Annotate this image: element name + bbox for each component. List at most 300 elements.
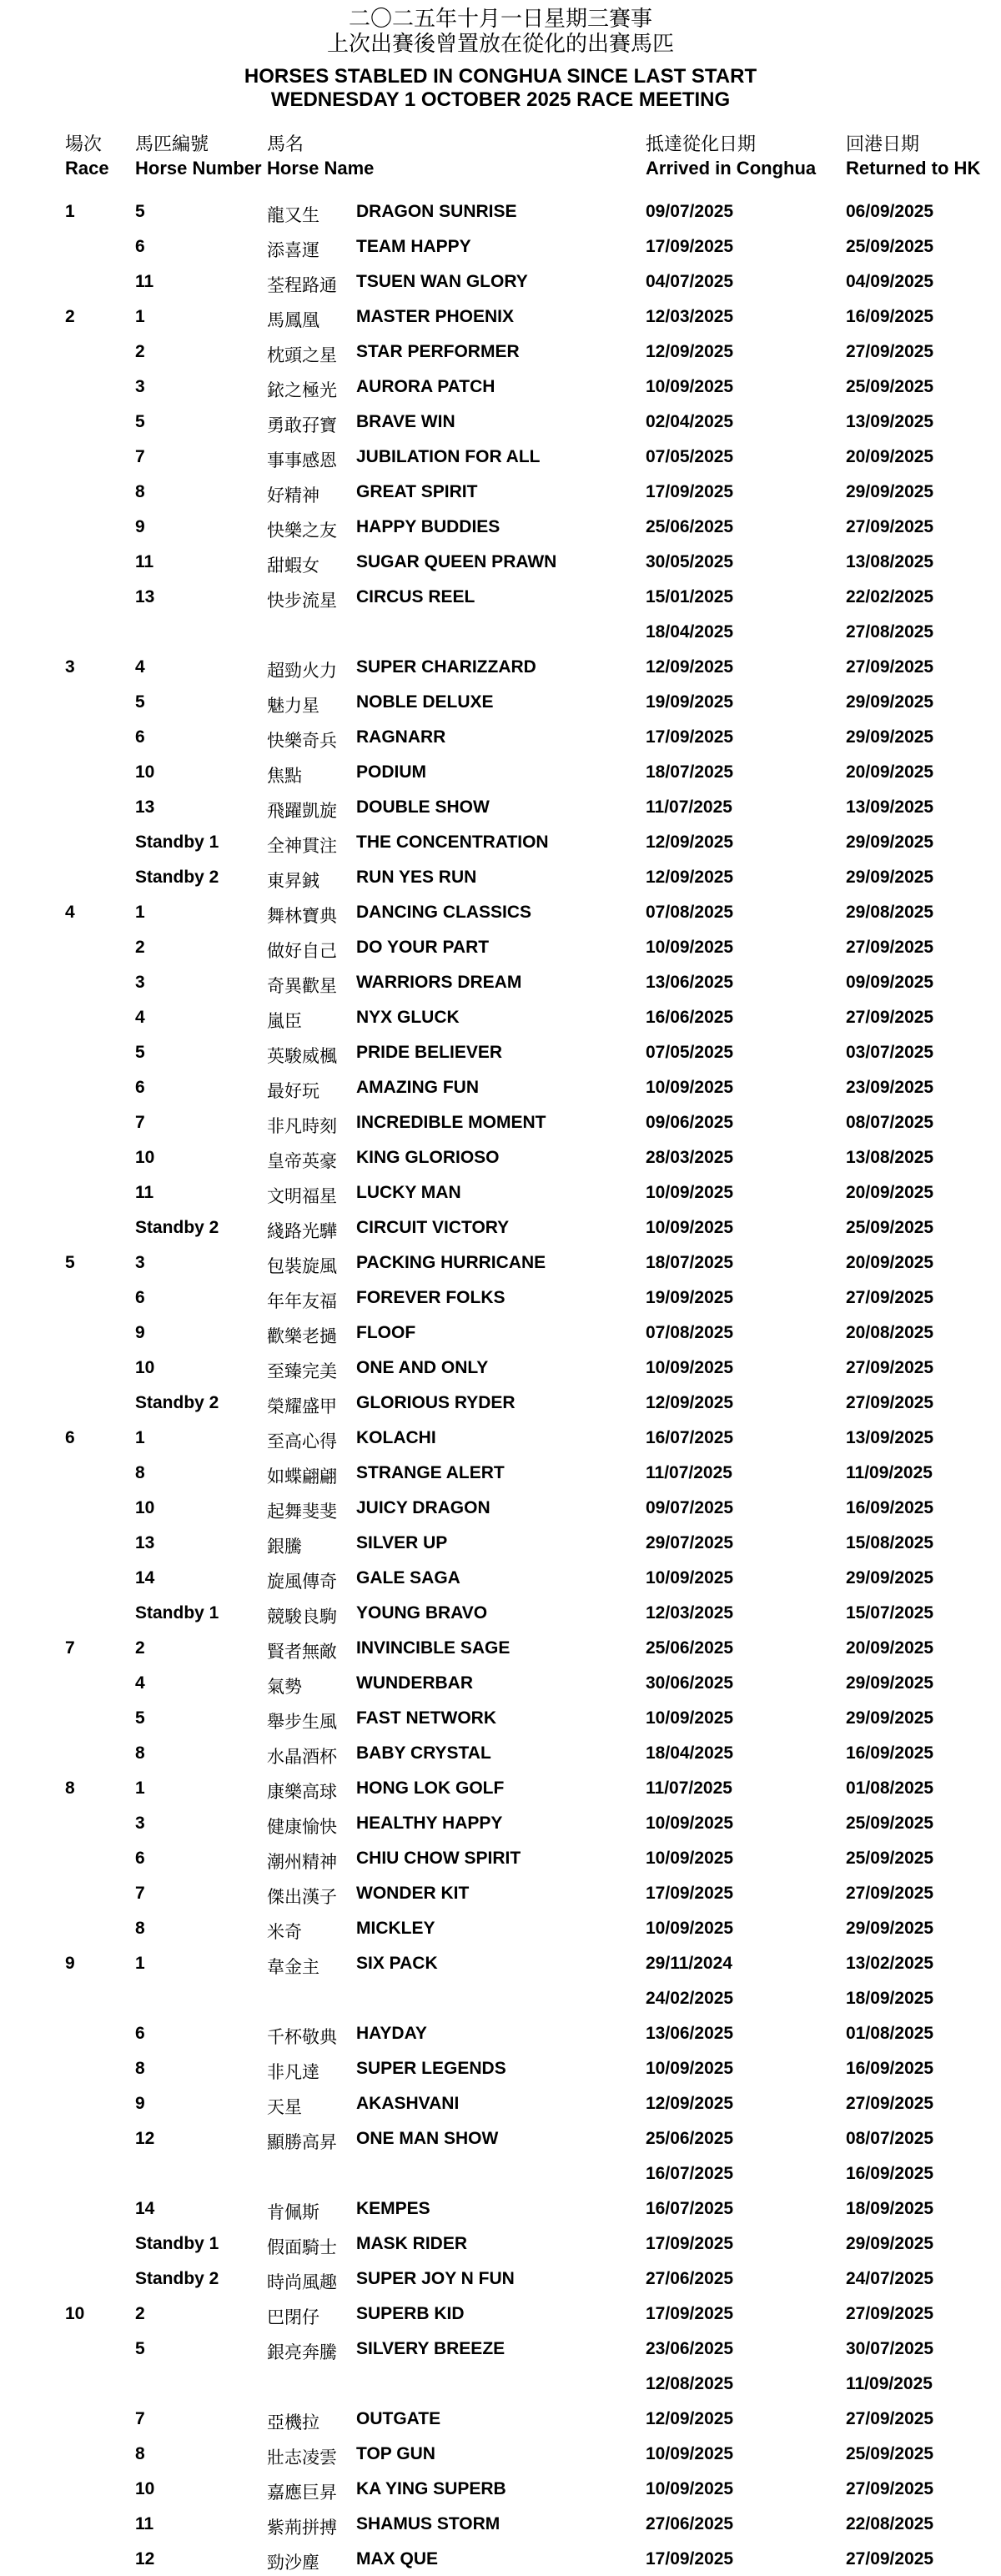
returned-date-cell: 15/08/2025 xyxy=(846,1533,934,1552)
column-header-horse-number-en: Horse Number xyxy=(135,158,262,179)
arrived-date-cell: 10/09/2025 xyxy=(646,1919,734,1938)
horse-number-cell: 1 xyxy=(135,1779,145,1798)
horse-number-cell: 8 xyxy=(135,1463,145,1482)
horse-name-en-cell: AKASHVANI xyxy=(356,2094,460,2113)
arrived-date-cell: 25/06/2025 xyxy=(646,1638,734,1658)
race-cell: 1 xyxy=(65,202,75,221)
returned-date-cell: 06/09/2025 xyxy=(846,202,934,221)
horse-name-en-cell: MASK RIDER xyxy=(356,2234,468,2253)
horse-number-cell: 12 xyxy=(135,2549,155,2568)
horse-name-zh-cell: 天星 xyxy=(267,2097,302,2117)
table-row xyxy=(0,229,1001,264)
horse-number-cell: 7 xyxy=(135,2409,145,2428)
returned-date-cell: 27/08/2025 xyxy=(846,622,934,641)
returned-date-cell: 11/09/2025 xyxy=(846,1463,933,1482)
horse-name-zh-cell: 千杯敬典 xyxy=(267,2027,337,2047)
horse-number-cell: 10 xyxy=(135,2479,155,2498)
returned-date-cell: 16/09/2025 xyxy=(846,307,934,326)
horse-number-cell: 11 xyxy=(135,2514,154,2533)
arrived-date-cell: 17/09/2025 xyxy=(646,237,734,256)
horse-name-en-cell: STRANGE ALERT xyxy=(356,1463,505,1482)
horse-name-en-cell: HAPPY BUDDIES xyxy=(356,517,500,536)
column-header-returned-en: Returned to HK xyxy=(846,158,981,179)
horse-name-en-cell: SHAMUS STORM xyxy=(356,2514,500,2533)
horse-number-cell: 8 xyxy=(135,482,145,501)
horse-number-cell: 6 xyxy=(135,1078,145,1097)
arrived-date-cell: 23/06/2025 xyxy=(646,2339,734,2358)
returned-date-cell: 25/09/2025 xyxy=(846,377,934,396)
returned-date-cell: 18/09/2025 xyxy=(846,2199,934,2218)
horse-name-zh-cell: 銥之極光 xyxy=(267,380,337,400)
returned-date-cell: 13/09/2025 xyxy=(846,412,934,431)
horse-number-cell: 2 xyxy=(135,342,145,361)
table-row xyxy=(0,719,1001,754)
arrived-date-cell: 18/07/2025 xyxy=(646,762,734,782)
horse-name-zh-cell: 假面騎士 xyxy=(267,2237,337,2257)
horse-name-en-cell: ONE MAN SHOW xyxy=(356,2129,499,2148)
horse-number-cell: 6 xyxy=(135,1288,145,1307)
column-header-horse-number-zh: 馬匹編號 xyxy=(135,134,209,155)
horse-number-cell: 1 xyxy=(135,307,145,326)
arrived-date-cell: 10/09/2025 xyxy=(646,1814,734,1833)
horse-name-en-cell: WONDER KIT xyxy=(356,1884,470,1903)
horse-name-zh-cell: 超勁火力 xyxy=(267,661,337,681)
table-row xyxy=(0,2296,1001,2331)
arrived-date-cell: 10/09/2025 xyxy=(646,1218,734,1237)
returned-date-cell: 20/09/2025 xyxy=(846,762,934,782)
table-row xyxy=(0,684,1001,719)
arrived-date-cell: 04/07/2025 xyxy=(646,272,734,291)
table-row xyxy=(0,1034,1001,1069)
arrived-date-cell: 12/09/2025 xyxy=(646,657,734,677)
returned-date-cell: 30/07/2025 xyxy=(846,2339,934,2358)
returned-date-cell: 27/09/2025 xyxy=(846,517,934,536)
horse-name-en-cell: NOBLE DELUXE xyxy=(356,692,494,712)
horse-name-zh-cell: 最好玩 xyxy=(267,1081,319,1101)
returned-date-cell: 20/08/2025 xyxy=(846,1323,934,1342)
table-row xyxy=(0,2050,1001,2085)
horse-number-cell: 12 xyxy=(135,2129,155,2148)
horse-number-cell: 1 xyxy=(135,903,145,922)
table-row xyxy=(0,1104,1001,1140)
horse-number-cell: 8 xyxy=(135,2444,145,2463)
arrived-date-cell: 27/06/2025 xyxy=(646,2514,734,2533)
race-cell: 3 xyxy=(65,657,75,677)
arrived-date-cell: 02/04/2025 xyxy=(646,412,734,431)
horse-name-en-cell: FOREVER FOLKS xyxy=(356,1288,506,1307)
horse-name-zh-cell: 勁沙塵 xyxy=(267,2553,319,2573)
table-row xyxy=(0,1490,1001,1525)
horse-name-en-cell: STAR PERFORMER xyxy=(356,342,520,361)
horse-table-body xyxy=(0,194,1001,2576)
table-row xyxy=(0,299,1001,334)
horse-number-cell: 5 xyxy=(135,2339,145,2358)
arrived-date-cell: 17/09/2025 xyxy=(646,2234,734,2253)
horse-name-en-cell: SUPERB KID xyxy=(356,2304,465,2323)
horse-name-zh-cell: 賢者無敵 xyxy=(267,1642,337,1662)
horse-name-en-cell: HONG LOK GOLF xyxy=(356,1779,505,1798)
arrived-date-cell: 28/03/2025 xyxy=(646,1148,734,1167)
horse-number-cell: 1 xyxy=(135,1428,145,1447)
arrived-date-cell: 11/07/2025 xyxy=(646,797,732,817)
horse-number-cell: 5 xyxy=(135,202,145,221)
horse-name-en-cell: KING GLORIOSO xyxy=(356,1148,500,1167)
returned-date-cell: 27/09/2025 xyxy=(846,1288,934,1307)
table-row xyxy=(0,2401,1001,2436)
horse-name-zh-cell: 潮州精神 xyxy=(267,1852,337,1872)
horse-name-en-cell: MAX QUE xyxy=(356,2549,439,2568)
horse-name-en-cell: TSUEN WAN GLORY xyxy=(356,272,528,291)
returned-date-cell: 29/09/2025 xyxy=(846,1568,934,1587)
returned-date-cell: 22/02/2025 xyxy=(846,587,934,606)
column-header-returned-zh: 回港日期 xyxy=(846,134,920,155)
horse-name-en-cell: AMAZING FUN xyxy=(356,1078,479,1097)
arrived-date-cell: 09/06/2025 xyxy=(646,1113,734,1132)
table-row xyxy=(0,824,1001,859)
returned-date-cell: 29/09/2025 xyxy=(846,868,934,887)
table-row xyxy=(0,859,1001,894)
arrived-date-cell: 18/04/2025 xyxy=(646,622,734,641)
horse-name-en-cell: JUBILATION FOR ALL xyxy=(356,447,541,466)
horse-name-en-cell: SILVER UP xyxy=(356,1533,448,1552)
returned-date-cell: 27/09/2025 xyxy=(846,1884,934,1903)
horse-name-zh-cell: 甜蝦女 xyxy=(267,556,319,576)
horse-number-cell: 6 xyxy=(135,2024,145,2043)
horse-name-zh-cell: 旋風傳奇 xyxy=(267,1572,337,1592)
table-row xyxy=(0,509,1001,544)
arrived-date-cell: 10/09/2025 xyxy=(646,1568,734,1587)
column-header-returned xyxy=(846,133,980,180)
horse-name-zh-cell: 皇帝英豪 xyxy=(267,1151,337,1171)
returned-date-cell: 29/09/2025 xyxy=(846,833,934,852)
arrived-date-cell: 10/09/2025 xyxy=(646,938,734,957)
returned-date-cell: 08/07/2025 xyxy=(846,1113,934,1132)
horse-name-zh-cell: 事事感恩 xyxy=(267,450,337,470)
horse-number-cell: 2 xyxy=(135,1638,145,1658)
table-row xyxy=(0,474,1001,509)
arrived-date-cell: 24/02/2025 xyxy=(646,1989,734,2008)
horse-name-en-cell: INVINCIBLE SAGE xyxy=(356,1638,511,1658)
arrived-date-cell: 12/09/2025 xyxy=(646,342,734,361)
horse-number-cell: 8 xyxy=(135,1919,145,1938)
arrived-date-cell: 09/07/2025 xyxy=(646,1498,734,1517)
horse-name-en-cell: BABY CRYSTAL xyxy=(356,1743,491,1763)
horse-name-en-cell: PRIDE BELIEVER xyxy=(356,1043,503,1062)
returned-date-cell: 15/07/2025 xyxy=(846,1603,934,1623)
returned-date-cell: 27/09/2025 xyxy=(846,2304,934,2323)
horse-number-cell: 14 xyxy=(135,1568,155,1587)
race-cell: 4 xyxy=(65,903,75,922)
returned-date-cell: 27/09/2025 xyxy=(846,2479,934,2498)
table-row xyxy=(0,1665,1001,1700)
arrived-date-cell: 07/05/2025 xyxy=(646,1043,734,1062)
returned-date-cell: 27/09/2025 xyxy=(846,2094,934,2113)
horse-name-zh-cell: 歡樂老撾 xyxy=(267,1326,337,1346)
horse-name-en-cell: KOLACHI xyxy=(356,1428,436,1447)
horse-number-cell: 2 xyxy=(135,2304,145,2323)
horse-name-zh-cell: 馬鳳凰 xyxy=(267,310,319,330)
horse-number-cell: 7 xyxy=(135,1113,145,1132)
horse-name-zh-cell: 焦點 xyxy=(267,766,302,786)
table-row xyxy=(0,1280,1001,1315)
returned-date-cell: 16/09/2025 xyxy=(846,1743,934,1763)
arrived-date-cell: 12/03/2025 xyxy=(646,1603,734,1623)
arrived-date-cell: 13/06/2025 xyxy=(646,2024,734,2043)
horse-name-en-cell: PACKING HURRICANE xyxy=(356,1253,546,1272)
horse-number-cell: 14 xyxy=(135,2199,155,2218)
column-header-race-en: Race xyxy=(65,158,109,179)
horse-number-cell: 2 xyxy=(135,938,145,957)
horse-name-en-cell: DO YOUR PART xyxy=(356,938,490,957)
arrived-date-cell: 19/09/2025 xyxy=(646,1288,734,1307)
returned-date-cell: 29/09/2025 xyxy=(846,1673,934,1693)
table-row xyxy=(0,544,1001,579)
horse-name-en-cell: RAGNARR xyxy=(356,727,446,747)
horse-name-zh-cell: 添喜運 xyxy=(267,240,319,260)
horse-name-zh-cell: 飛躍凱旋 xyxy=(267,801,337,821)
horse-number-cell: 1 xyxy=(135,1954,145,1973)
title-english-line-2: WEDNESDAY 1 OCTOBER 2025 RACE MEETING xyxy=(270,88,731,111)
table-row xyxy=(0,1455,1001,1490)
horse-name-zh-cell: 枕頭之星 xyxy=(267,345,337,365)
horse-name-zh-cell: 傑出漢子 xyxy=(267,1887,337,1907)
arrived-date-cell: 29/07/2025 xyxy=(646,1533,734,1552)
arrived-date-cell: 09/07/2025 xyxy=(646,202,734,221)
horse-name-en-cell: KA YING SUPERB xyxy=(356,2479,506,2498)
table-row xyxy=(0,369,1001,404)
table-row xyxy=(0,2471,1001,2506)
arrived-date-cell: 07/05/2025 xyxy=(646,447,734,466)
column-header-horse-number xyxy=(135,133,262,180)
arrived-date-cell: 12/09/2025 xyxy=(646,1393,734,1412)
horse-number-cell: 8 xyxy=(135,2059,145,2078)
table-row xyxy=(0,1210,1001,1245)
race-cell: 5 xyxy=(65,1253,75,1272)
table-row xyxy=(0,194,1001,229)
horse-number-cell: 9 xyxy=(135,2094,145,2113)
horse-number-cell: 5 xyxy=(135,692,145,712)
returned-date-cell: 13/02/2025 xyxy=(846,1954,934,1973)
arrived-date-cell: 10/09/2025 xyxy=(646,377,734,396)
returned-date-cell: 20/09/2025 xyxy=(846,1253,934,1272)
table-row xyxy=(0,2331,1001,2366)
document-title-block xyxy=(0,7,1001,112)
horse-name-zh-cell: 健康愉快 xyxy=(267,1817,337,1837)
horse-name-en-cell: FAST NETWORK xyxy=(356,1708,496,1728)
horse-name-en-cell: SUPER LEGENDS xyxy=(356,2059,506,2078)
horse-number-cell: 13 xyxy=(135,1533,155,1552)
horse-name-zh-cell: 銀亮奔騰 xyxy=(267,2342,337,2362)
horse-name-en-cell: GLORIOUS RYDER xyxy=(356,1393,516,1412)
horse-name-en-cell: LUCKY MAN xyxy=(356,1183,461,1202)
horse-name-zh-cell: 起舞斐斐 xyxy=(267,1502,337,1522)
table-row xyxy=(0,2226,1001,2261)
horse-number-cell: Standby 2 xyxy=(135,1218,219,1237)
horse-name-zh-cell: 快樂奇兵 xyxy=(267,731,337,751)
arrived-date-cell: 17/09/2025 xyxy=(646,482,734,501)
column-header-race xyxy=(65,133,109,180)
horse-number-cell: 9 xyxy=(135,1323,145,1342)
arrived-date-cell: 12/03/2025 xyxy=(646,307,734,326)
table-row xyxy=(0,1245,1001,1280)
horse-name-en-cell: DRAGON SUNRISE xyxy=(356,202,517,221)
horse-name-zh-cell: 全神貫注 xyxy=(267,836,337,856)
horse-name-zh-cell: 如蝶翩翩 xyxy=(267,1467,337,1487)
table-row xyxy=(0,2541,1001,2576)
horse-number-cell: Standby 2 xyxy=(135,868,219,887)
horse-name-zh-cell: 勇敢孖寶 xyxy=(267,415,337,435)
table-row xyxy=(0,964,1001,999)
horse-number-cell: 4 xyxy=(135,1673,145,1693)
table-row xyxy=(0,999,1001,1034)
horse-number-cell: Standby 1 xyxy=(135,1603,219,1623)
column-header-arrived-en: Arrived in Conghua xyxy=(646,158,817,179)
arrived-date-cell: 15/01/2025 xyxy=(646,587,734,606)
horse-name-zh-cell: 氣勢 xyxy=(267,1677,302,1697)
arrived-date-cell: 16/06/2025 xyxy=(646,1008,734,1027)
horse-name-en-cell: FLOOF xyxy=(356,1323,416,1342)
arrived-date-cell: 12/09/2025 xyxy=(646,2409,734,2428)
returned-date-cell: 29/09/2025 xyxy=(846,1919,934,1938)
horse-name-en-cell: DOUBLE SHOW xyxy=(356,797,490,817)
horse-name-en-cell: CIRCUIT VICTORY xyxy=(356,1218,510,1237)
race-cell: 10 xyxy=(65,2304,85,2323)
horse-name-zh-cell: 荃程路通 xyxy=(267,275,337,295)
horse-name-en-cell: AURORA PATCH xyxy=(356,377,495,396)
horse-name-zh-cell: 韋金主 xyxy=(267,1957,319,1977)
table-row xyxy=(0,439,1001,474)
returned-date-cell: 16/09/2025 xyxy=(846,1498,934,1517)
table-row xyxy=(0,1980,1001,2015)
horse-name-zh-cell: 舉步生風 xyxy=(267,1712,337,1732)
table-row xyxy=(0,2436,1001,2471)
column-header-horse-name-zh: 馬名 xyxy=(267,134,304,155)
horse-name-zh-cell: 競駿良駒 xyxy=(267,1607,337,1627)
horse-name-zh-cell: 巴閉仔 xyxy=(267,2307,319,2327)
horse-number-cell: 3 xyxy=(135,377,145,396)
title-english-line-1: HORSES STABLED IN CONGHUA SINCE LAST START xyxy=(244,65,757,88)
column-header-arrived xyxy=(646,133,816,180)
returned-date-cell: 27/09/2025 xyxy=(846,1393,934,1412)
horse-name-en-cell: HAYDAY xyxy=(356,2024,427,2043)
arrived-date-cell: 12/09/2025 xyxy=(646,833,734,852)
arrived-date-cell: 17/09/2025 xyxy=(646,2549,734,2568)
returned-date-cell: 29/08/2025 xyxy=(846,903,934,922)
horse-name-zh-cell: 嘉應巨昇 xyxy=(267,2483,337,2503)
table-row xyxy=(0,1875,1001,1910)
returned-date-cell: 27/09/2025 xyxy=(846,2409,934,2428)
horse-number-cell: Standby 2 xyxy=(135,1393,219,1412)
returned-date-cell: 23/09/2025 xyxy=(846,1078,934,1097)
column-header-horse-name xyxy=(267,133,374,180)
horse-name-en-cell: WUNDERBAR xyxy=(356,1673,473,1693)
column-header-race-zh: 場次 xyxy=(65,134,103,155)
arrived-date-cell: 11/07/2025 xyxy=(646,1463,732,1482)
table-row xyxy=(0,1770,1001,1805)
horse-name-zh-cell: 非凡達 xyxy=(267,2062,319,2082)
returned-date-cell: 13/08/2025 xyxy=(846,552,934,571)
returned-date-cell: 20/09/2025 xyxy=(846,447,934,466)
returned-date-cell: 27/09/2025 xyxy=(846,1008,934,1027)
arrived-date-cell: 19/09/2025 xyxy=(646,692,734,712)
table-row xyxy=(0,1420,1001,1455)
race-cell: 9 xyxy=(65,1954,75,1973)
returned-date-cell: 04/09/2025 xyxy=(846,272,934,291)
returned-date-cell: 20/09/2025 xyxy=(846,1183,934,1202)
arrived-date-cell: 25/06/2025 xyxy=(646,517,734,536)
horse-name-zh-cell: 英駿威楓 xyxy=(267,1046,337,1066)
table-row xyxy=(0,1350,1001,1385)
returned-date-cell: 27/09/2025 xyxy=(846,1358,934,1377)
race-cell: 6 xyxy=(65,1428,75,1447)
table-row xyxy=(0,264,1001,299)
arrived-date-cell: 18/07/2025 xyxy=(646,1253,734,1272)
horse-name-zh-cell: 水晶酒杯 xyxy=(267,1747,337,1767)
table-row xyxy=(0,1630,1001,1665)
table-row xyxy=(0,1700,1001,1735)
table-row xyxy=(0,1945,1001,1980)
horse-number-cell: 5 xyxy=(135,412,145,431)
horse-number-cell: 11 xyxy=(135,552,154,571)
horse-number-cell: 4 xyxy=(135,657,145,677)
table-row xyxy=(0,2085,1001,2121)
horse-name-zh-cell: 亞機拉 xyxy=(267,2412,319,2433)
horse-name-en-cell: TEAM HAPPY xyxy=(356,237,471,256)
horse-name-zh-cell: 奇異歡星 xyxy=(267,976,337,996)
horse-name-zh-cell: 龍又生 xyxy=(267,205,319,225)
returned-date-cell: 16/09/2025 xyxy=(846,2164,934,2183)
horse-name-en-cell: BRAVE WIN xyxy=(356,412,455,431)
returned-date-cell: 27/09/2025 xyxy=(846,938,934,957)
horse-name-zh-cell: 舞林寶典 xyxy=(267,906,337,926)
returned-date-cell: 20/09/2025 xyxy=(846,1638,934,1658)
horse-number-cell: 13 xyxy=(135,797,155,817)
horse-number-cell: 13 xyxy=(135,587,155,606)
horse-number-cell: 10 xyxy=(135,1498,155,1517)
horse-name-zh-cell: 嵐臣 xyxy=(267,1011,302,1031)
horse-number-cell: Standby 2 xyxy=(135,2269,219,2288)
returned-date-cell: 25/09/2025 xyxy=(846,1849,934,1868)
horse-name-zh-cell: 至臻完美 xyxy=(267,1361,337,1381)
returned-date-cell: 27/09/2025 xyxy=(846,2549,934,2568)
horse-number-cell: 6 xyxy=(135,237,145,256)
horse-number-cell: 8 xyxy=(135,1743,145,1763)
table-row xyxy=(0,579,1001,614)
arrived-date-cell: 17/09/2025 xyxy=(646,2304,734,2323)
horse-number-cell: 9 xyxy=(135,517,145,536)
returned-date-cell: 13/09/2025 xyxy=(846,797,934,817)
horse-number-cell: 6 xyxy=(135,1849,145,1868)
horse-name-zh-cell: 做好自己 xyxy=(267,941,337,961)
race-cell: 2 xyxy=(65,307,75,326)
arrived-date-cell: 27/06/2025 xyxy=(646,2269,734,2288)
arrived-date-cell: 30/05/2025 xyxy=(646,552,734,571)
horse-name-en-cell: OUTGATE xyxy=(356,2409,441,2428)
horse-name-zh-cell: 顯勝高昇 xyxy=(267,2132,337,2152)
horse-name-en-cell: CIRCUS REEL xyxy=(356,587,475,606)
horse-name-zh-cell: 榮耀盛甲 xyxy=(267,1396,337,1416)
table-row xyxy=(0,614,1001,649)
table-row xyxy=(0,1840,1001,1875)
arrived-date-cell: 10/09/2025 xyxy=(646,2059,734,2078)
table-row xyxy=(0,1595,1001,1630)
arrived-date-cell: 10/09/2025 xyxy=(646,1849,734,1868)
returned-date-cell: 29/09/2025 xyxy=(846,1708,934,1728)
horse-number-cell: 11 xyxy=(135,1183,154,1202)
race-cell: 7 xyxy=(65,1638,75,1658)
horse-name-en-cell: KEMPES xyxy=(356,2199,430,2218)
table-row xyxy=(0,334,1001,369)
